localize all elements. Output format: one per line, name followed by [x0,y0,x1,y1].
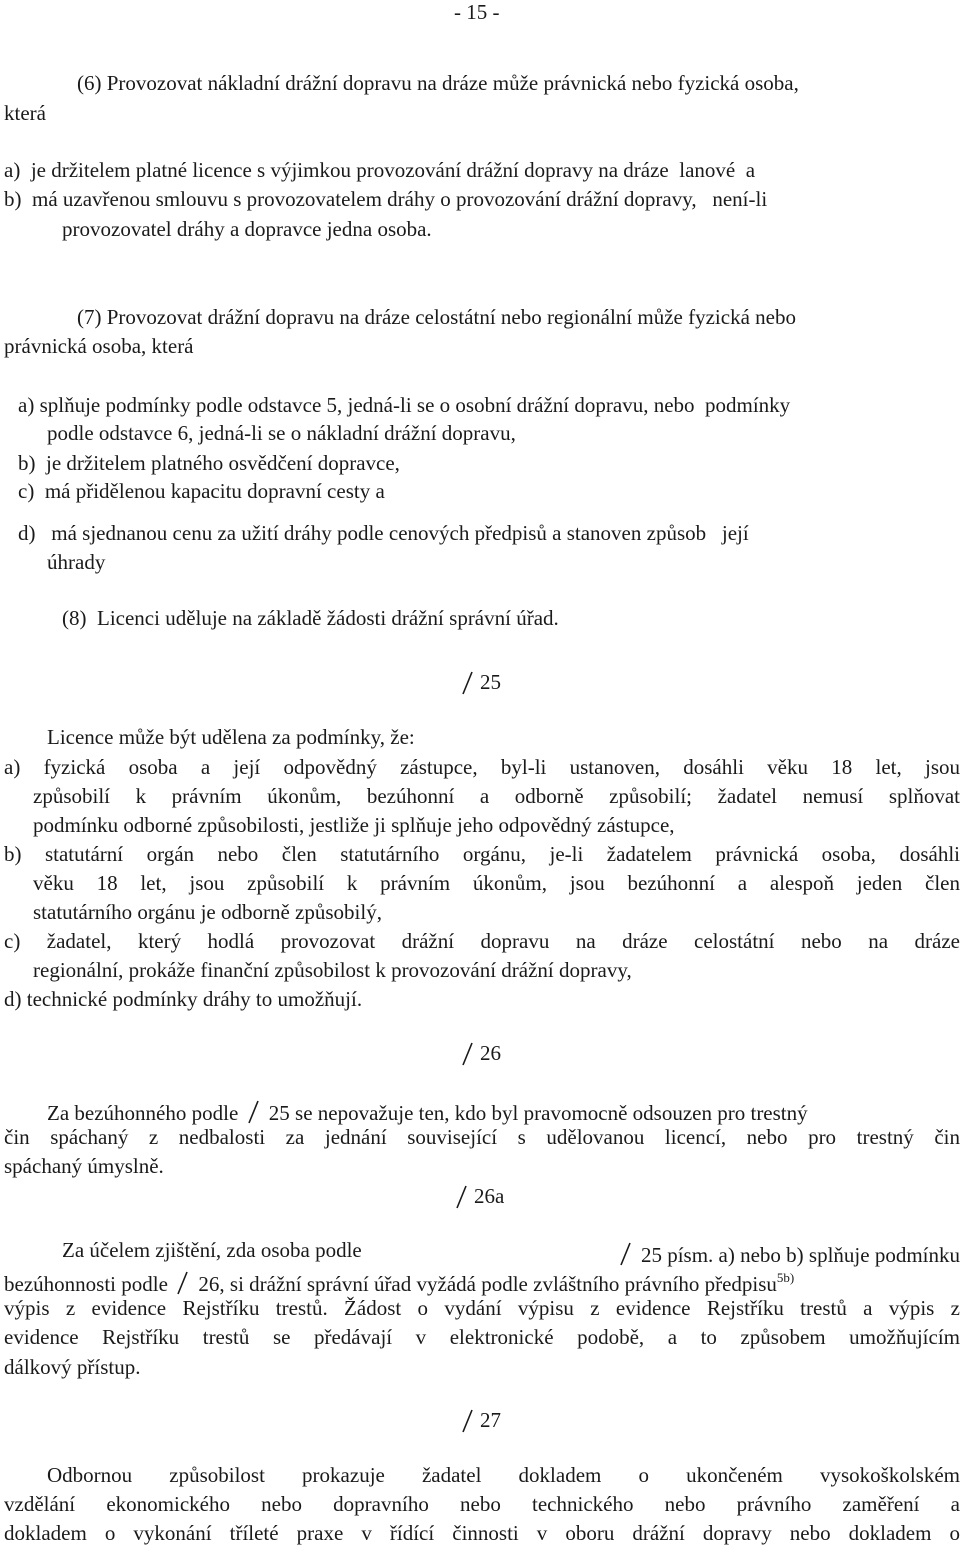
sec26-line1-end: 25 se nepovažuje ten, kdo byl pravomocně odsouzen pro trestný [268,1101,808,1125]
section-sign-icon [458,1407,478,1435]
section-26a-number: 26a [474,1184,505,1208]
sec25-item-c-line2: regionální, prokáže finanční způsobilost k provozování drážní dopravy, [33,958,632,982]
sec27-line2: vzdělání ekonomického nebo dopravního nebo technického nebo právního zaměření a [4,1492,960,1516]
para7-item-d-line1: d) má sjednanou cenu za užití dráhy podle cenových předpisů a stanoven způsob její [18,521,749,545]
sec25-item-c-line1: c) žadatel, který hodlá provozovat drážní dopravu na dráze celostátní nebo na dráze [4,929,960,953]
para7-item-b: b) je držitelem platného osvědčení dopravce, [18,451,400,475]
sec25-item-d: d) technické podmínky dráhy to umožňují. [4,987,363,1011]
para7-intro-line2: právnická osoba, která [4,334,194,358]
section-sign-icon [452,1183,472,1211]
sec26a-line3: výpis z evidence Rejstříku trestů. Žádost o vydání výpisu z evidence Rejstříku trestů a výpis z [4,1296,960,1320]
sec25-item-a-line3: podmínku odborné způsobilosti, jestliže ji splňuje jeho odpovědný zástupce, [33,813,675,837]
para6-item-b-line2: provozovatel dráhy a dopravce jedna osoba. [62,217,432,241]
para7-item-d-line2: úhrady [47,550,106,574]
para6-intro-line2: která [4,101,46,125]
section-sign-icon [244,1098,264,1126]
sec26a-line1-ref [616,1240,960,1268]
section-27-number: 27 [480,1408,501,1432]
sec27-line3: dokladem o vykonání tříleté praxe v řídící činnosti v oboru drážní dopravy nebo dokladem o [4,1521,960,1545]
sec26-line2: čin spáchaný z nedbalosti za jednání související s udělovanou licencí, nebo pro trestný čin [4,1125,960,1149]
sec25-item-a-line1: a) fyzická osoba a její odpovědný zástupce, byl-li ustanoven, dosáhli věku 18 let, jsou [4,755,960,779]
section-sign-icon [458,669,478,697]
sec25-item-b-line3: statutárního orgánu je odborně způsobilý, [33,900,382,924]
sec26a-line1-start: Za účelem zjištění, zda osoba podle [62,1238,362,1262]
section-25-number: 25 [480,670,501,694]
sec26a-line4: evidence Rejstříku trestů se předávají v elektronické podobě, a to způsobem umožňujícím [4,1325,960,1349]
sec26a-line2-start: bezúhonnosti podle [4,1272,168,1296]
sec26a-line2 [4,1269,794,1297]
sec26-line1-start: Za bezúhonného podle [47,1101,239,1125]
sec26-line1 [47,1098,960,1126]
para8: (8) Licenci uděluje na základě žádosti drážní správní úřad. [62,606,559,630]
sec25-intro: Licence může být udělena za podmínky, že: [47,725,415,749]
section-sign-icon [458,1040,478,1068]
sec25-item-b-line1: b) statutární orgán nebo člen statutárního orgánu, je-li žadatelem právnická osoba, dosáhli [4,842,960,866]
para7-item-a-line1: a) splňuje podmínky podle odstavce 5, jedná-li se o osobní drážní dopravu, nebo podmínky [18,393,791,417]
sec25-item-a-line2: způsobilí k právním úkonům, bezúhonní a odborně způsobilí; žadatel nemusí splňovat [33,784,960,808]
sec26a-line2-end: 26, si drážní správní úřad vyžádá podle zvláštního právního předpisu [198,1272,777,1296]
sec25-item-b-line2: věku 18 let, jsou způsobilí k právním úkonům, jsou bezúhonní a alespoň jeden člen [33,871,960,895]
para6-item-b-line1: b) má uzavřenou smlouvu s provozovatelem dráhy o provozování drážní dopravy, není-li [4,187,768,211]
section-sign-icon [616,1240,636,1268]
page-number: - 15 - [454,0,500,24]
para6-item-a: a) je držitelem platné licence s výjimkou provozování drážní dopravy na dráze lanové a [4,158,756,182]
para7-item-a-line2: podle odstavce 6, jedná-li se o nákladní drážní dopravu, [47,421,516,445]
sec26-line3: spáchaný úmyslně. [4,1154,164,1178]
sec27-line1: Odbornou způsobilost prokazuje žadatel dokladem o ukončeném vysokoškolském [47,1463,960,1487]
para7-intro-line1: (7) Provozovat drážní dopravu na dráze celostátní nebo regionální může fyzická nebo [77,305,796,329]
sec26a-line5: dálkový přístup. [4,1355,141,1379]
para7-item-c: c) má přidělenou kapacitu dopravní cesty a [18,479,385,503]
sec26a-line1-end: 25 písm. a) nebo b) splňuje podmínku [640,1243,960,1267]
sec26a-line1 [62,1240,960,1268]
section-sign-icon [173,1269,193,1297]
footnote-reference: 5b) [776,1270,795,1285]
para6-intro-line1: (6) Provozovat nákladní drážní dopravu na dráze může právnická nebo fyzická osoba, [77,71,799,95]
section-26-number: 26 [480,1041,501,1065]
